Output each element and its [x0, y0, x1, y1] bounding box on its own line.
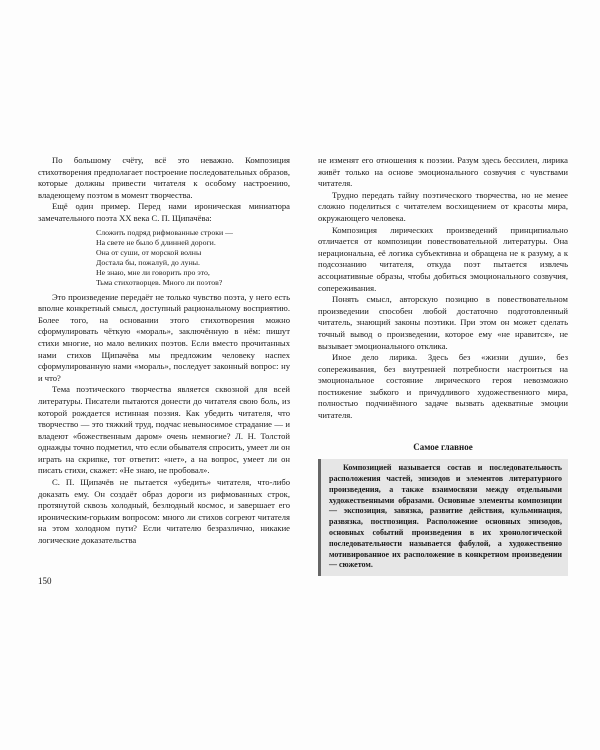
summary-text: Композицией называется состав и последовательность расположения частей, эпизодов и элементов литературного произведения, а также взаимосвязи между отдельными художественными образами. Основные элементы композиции — экспозиция, завязка, развитие действия, кульминация, развязка, постпозиция. Расположение основных эпизодов, основных событий произведения в их хронологической последовательности называется фабулой, а художественно мотивированное их расположение в конкретном произведении — сюжетом. [329, 463, 562, 570]
paragraph: Это произведение передаёт не только чувство поэта, у него есть вполне конкретный смысл, доступный рациональному восприятию. Более того, на основании этого стихотворения можно сформулировать чёткую «мораль», заключённую в нём: пишут стихи многие, но мало великих поэтов. Если вместо прочитанных нами стихов Щипачёва мы предложим человеку наспех сформулированную нами «мораль», последует законный вопрос: ну и что? [38, 291, 290, 383]
poem-line: Сложить подряд рифмованные строки — [96, 227, 233, 237]
paragraph: С. П. Щипачёв не пытается «убедить» читателя, что-либо доказать ему. Он создаёт образ дороги из рифмованных строк, протянутой сквозь холодный, безлюдный космос, и завершает его ироническим-горьким вопросом: много ли стихов согреют читателя на этом холодном пути? Если читателю безразлично, никакие логические доказательства [38, 477, 290, 546]
right-page-column [318, 155, 568, 576]
poem-line: Тьма стихотворцев. Много ли поэтов? [96, 277, 223, 287]
paragraph: Ещё один пример. Перед нами ироническая миниатюра замечательного поэта XX века С. П. Щипачёва: [38, 201, 290, 223]
paragraph: Композиция лирических произведений принципиально отличается от композиции повествовательной литературы. Она нерациональна, её логика субъективна и обращена не к разуму, а к подсознанию читателя, откуда поэт пытается извлечь ассоциативные образы, чтобы добиться эмоционального созвучия, сопереживания. [318, 224, 568, 293]
poem-line: Достала бы, пожалуй, до луны. [96, 257, 200, 267]
paragraph: Понять смысл, авторскую позицию в повествовательном произведении способен любой достаточно подготовленный читатель, знающий законы поэтики. При этом он может сделать точный вывод о произведении, которое ему «не нравится», не вызывает эмоционального отклика. [318, 294, 568, 351]
paragraph: Трудно передать тайну поэтического творчества, но не менее сложно поделиться с читателем восхищением от красоты мира, окружающего человека. [318, 189, 568, 223]
paragraph: не изменят его отношения к поэзии. Разум здесь бессилен, лирика живёт только на основе эмоционального созвучия с чувствами читателя. [318, 155, 568, 189]
page-number: 150 [38, 576, 52, 586]
paragraph: Иное дело лирика. Здесь без «жизни души», без сопереживания, без внутренней потребности настроиться на эмоциональное состояние лирического героя невозможно постижение зыбкого и причудливого художественного мира, полностью подчинённого задаче вызвать адекватные эмоции читателя. [318, 352, 568, 421]
poem-line: На свете не было б длинней дороги. [96, 237, 216, 247]
paragraph: Тема поэтического творчества является сквозной для всей литературы. Писатели пытаются донести до читателя свою боль, из которой рождается истинная поэзия. Как убедить читателя, что творчество — это тяжкий труд, подчас невыносимое страдание — и владеют «божественным даром» очень немногие? Л. Н. Толстой однажды точно подметил, что если обывателя спросить, умеет ли он играть на скрипке, тот ответит: «нет», а на вопрос, умеет ли он писать стихи, скажет: «Не знаю, не пробовал». [38, 384, 290, 476]
poem-quote [96, 228, 290, 288]
paragraph: По большому счёту, всё это неважно. Композиция стихотворения предполагает построение последовательных образов, которые должны привести читателя к особому настроению, владеющему поэтом в момент творчества. [38, 155, 290, 200]
summary-title: Самое главное [413, 441, 473, 452]
left-page-column [38, 155, 290, 547]
poem-line: Не знаю, мне ли говорить про это, [96, 267, 210, 277]
summary-box [318, 459, 568, 576]
poem-line: Она от суши, от морской волны [96, 247, 202, 257]
